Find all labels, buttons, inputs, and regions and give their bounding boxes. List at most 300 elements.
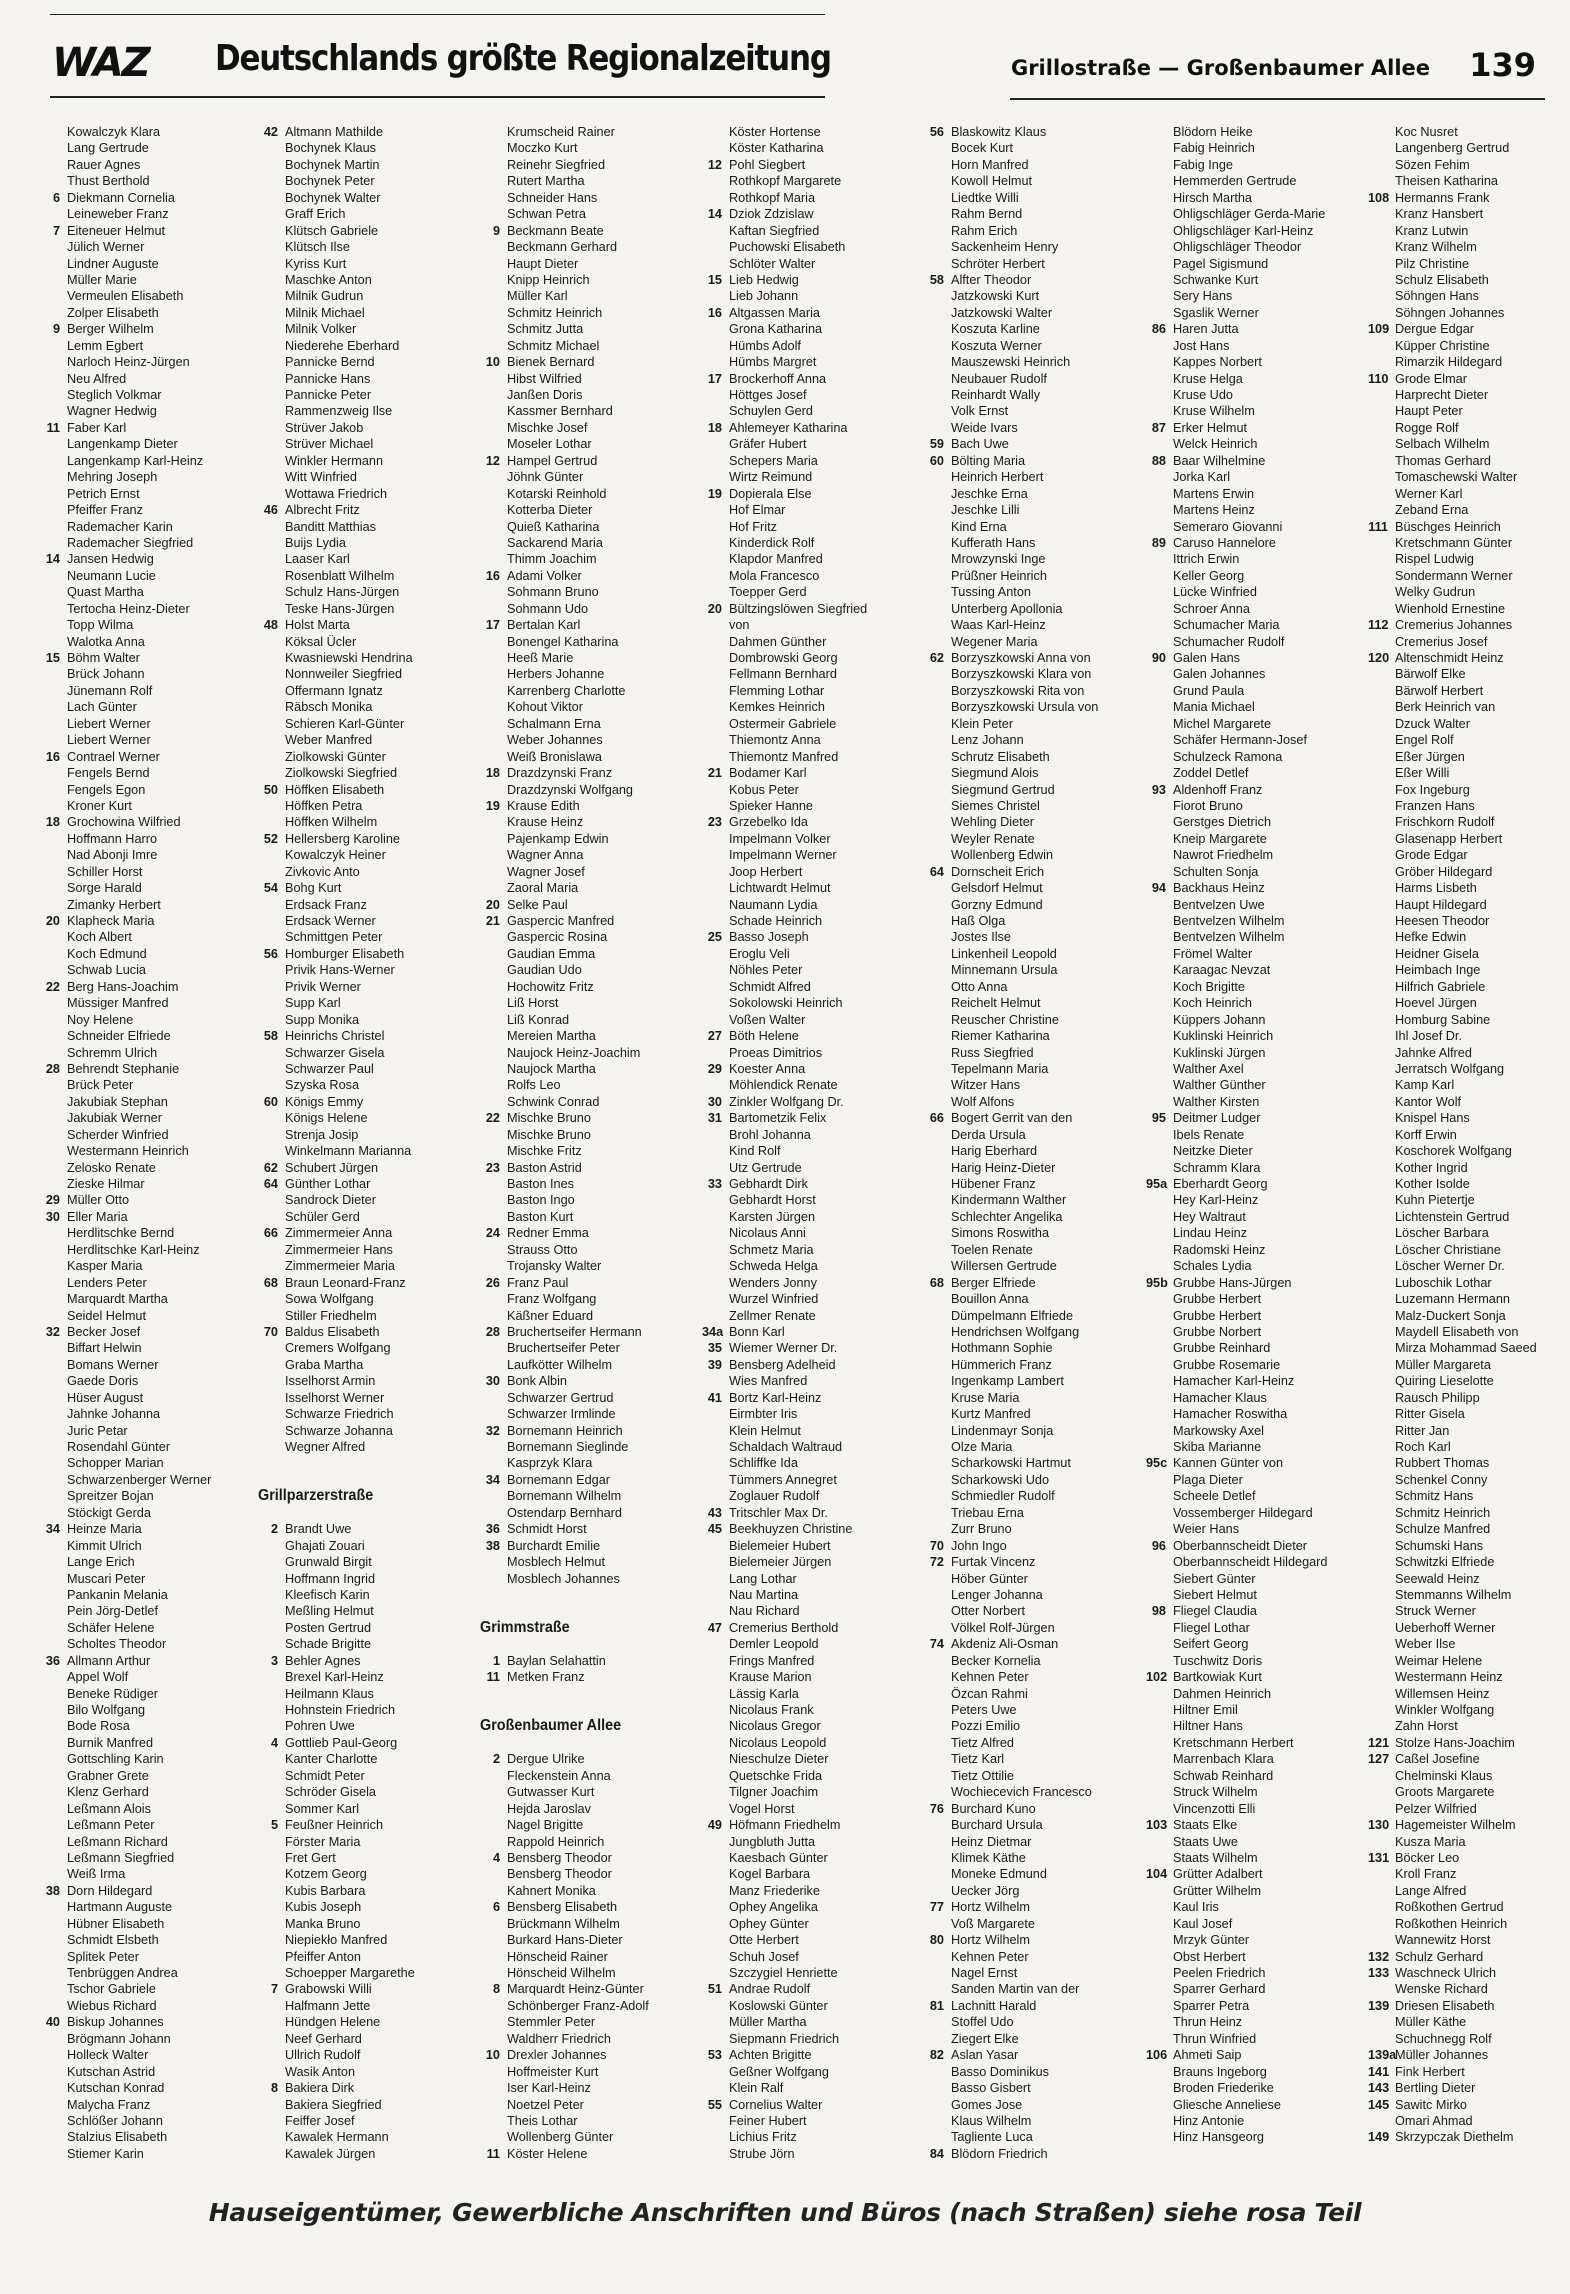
house-number: 15 <box>707 272 722 287</box>
directory-entry <box>924 946 1134 962</box>
resident-name: Strenja Josip <box>285 1127 359 1142</box>
house-number: 49 <box>707 1818 722 1833</box>
resident-name: Krumscheid Rainer <box>507 125 615 139</box>
directory-entry <box>702 1390 912 1406</box>
directory-entry <box>702 1817 912 1833</box>
directory-entry <box>480 256 690 272</box>
resident-name: Käßner Eduard <box>507 1308 594 1323</box>
resident-name: Wollenberg Edwin <box>951 848 1054 863</box>
directory-entry <box>1368 403 1570 419</box>
directory-entry <box>1368 1702 1570 1718</box>
resident-name: Prüßner Heinrich <box>951 568 1047 583</box>
resident-name: Kawalek Jürgen <box>285 2146 376 2161</box>
house-number: 29 <box>707 1061 722 1076</box>
directory-entry <box>1368 1357 1570 1373</box>
directory-entry <box>1146 2080 1356 2096</box>
directory-entry <box>702 617 912 633</box>
resident-name: Hoffmann Ingrid <box>285 1571 376 1586</box>
directory-entry <box>258 716 468 732</box>
house-number: 10 <box>485 355 500 370</box>
directory-entry <box>40 1061 250 1077</box>
directory-entry <box>1368 1439 1570 1455</box>
resident-name: Bruchertseifer Peter <box>507 1341 620 1356</box>
directory-entry <box>40 1850 250 1866</box>
resident-name: Wienhold Ernestine <box>1395 601 1506 616</box>
house-number: 20 <box>45 914 60 928</box>
directory-entry <box>480 420 690 436</box>
resident-name: Bonn Karl <box>729 1324 785 1339</box>
directory-entry <box>480 1045 690 1061</box>
directory-entry <box>1368 420 1570 436</box>
directory-entry <box>924 568 1134 584</box>
street-heading: Grimmstraße <box>480 1618 570 1636</box>
resident-name: Walther Günther <box>1173 1078 1266 1093</box>
directory-entry <box>40 354 250 370</box>
directory-entry <box>924 798 1134 814</box>
resident-name: Krause Marion <box>729 1670 812 1685</box>
directory-entry <box>258 551 468 567</box>
directory-entry <box>1146 1981 1356 1997</box>
directory-entry <box>702 831 912 847</box>
directory-entry <box>40 1620 250 1636</box>
resident-name: Gaudian Emma <box>507 946 596 961</box>
resident-name: Schmidt Elsbeth <box>67 1933 159 1948</box>
directory-entry <box>1146 354 1356 370</box>
house-number: 2 <box>270 1522 278 1537</box>
resident-name: Oberbannscheidt Dieter <box>1173 1538 1307 1553</box>
directory-entry <box>1146 1423 1356 1439</box>
resident-name: Koch Heinrich <box>1173 996 1252 1011</box>
resident-name: Lieb Hedwig <box>729 272 799 287</box>
house-number: 111 <box>1368 519 1388 534</box>
resident-name: Kind Rolf <box>729 1144 781 1159</box>
directory-entry <box>258 1768 468 1784</box>
directory-entry <box>1146 1784 1356 1800</box>
house-number: 76 <box>929 1801 944 1816</box>
directory-entry <box>702 1192 912 1208</box>
directory-entry <box>702 1439 912 1455</box>
resident-name: Feußner Heinrich <box>285 1818 384 1833</box>
resident-name: Weber Ilse <box>1395 1637 1456 1652</box>
directory-entry <box>702 1735 912 1751</box>
directory-entry <box>258 2014 468 2030</box>
directory-entry <box>1146 650 1356 666</box>
resident-name: Schwarzer Gertrud <box>507 1390 614 1405</box>
directory-entry <box>924 2146 1134 2162</box>
resident-name: Gottschling Karin <box>67 1752 164 1767</box>
resident-name: John Ingo <box>951 1538 1007 1553</box>
directory-entry <box>702 1275 912 1291</box>
resident-name: Vogel Horst <box>729 1801 795 1816</box>
resident-name: Heeß Marie <box>507 651 574 665</box>
directory-entry <box>1146 469 1356 485</box>
resident-name: Staats Uwe <box>1173 1834 1238 1849</box>
resident-name: Bornemann Edgar <box>507 1472 610 1487</box>
directory-entry <box>924 1965 1134 1981</box>
directory-entry <box>480 551 690 567</box>
directory-entry <box>1368 1620 1570 1636</box>
directory-entry <box>258 1340 468 1356</box>
directory-entry <box>1146 666 1356 682</box>
resident-name: Grütter Adalbert <box>1173 1867 1263 1882</box>
directory-entry <box>702 1686 912 1702</box>
resident-name: Baar Wilhelmine <box>1173 453 1266 468</box>
house-number: 106 <box>1146 2048 1168 2063</box>
directory-entry <box>40 321 250 337</box>
spacer <box>480 1636 690 1652</box>
resident-name: Rausch Philipp <box>1395 1390 1480 1405</box>
resident-name: Schäfer Helene <box>67 1620 155 1635</box>
directory-entry <box>480 403 690 419</box>
house-number: 19 <box>707 486 722 501</box>
spacer <box>480 1603 690 1619</box>
resident-name: Löscher Christiane <box>1395 1242 1501 1257</box>
spacer <box>480 1686 690 1702</box>
directory-entry <box>40 584 250 600</box>
directory-entry <box>40 1538 250 1554</box>
resident-name: Bölting Maria <box>951 453 1026 468</box>
resident-name: Derda Ursula <box>951 1127 1026 1142</box>
directory-entry <box>40 650 250 666</box>
directory-entry <box>480 732 690 748</box>
resident-name: Geßner Wolfgang <box>729 2064 829 2079</box>
resident-name: Jostes Ilse <box>951 930 1011 945</box>
directory-entry <box>258 946 468 962</box>
directory-entry <box>258 1686 468 1702</box>
directory-entry <box>1146 1505 1356 1521</box>
directory-entry <box>1368 1505 1570 1521</box>
resident-name: Ziolkowski Siegfried <box>285 766 398 781</box>
directory-entry <box>258 190 468 206</box>
resident-name: Andrae Rudolf <box>729 1982 811 1997</box>
directory-entry <box>258 1291 468 1307</box>
resident-name: Wagner Josef <box>507 864 585 879</box>
directory-entry <box>40 946 250 962</box>
directory-entry <box>924 1998 1134 2014</box>
directory-entry <box>702 1324 912 1340</box>
resident-name: Schmitz Hans <box>1395 1489 1474 1504</box>
directory-entry <box>258 469 468 485</box>
resident-name: Bertalan Karl <box>507 618 581 633</box>
resident-name: Schmitz Jutta <box>507 322 584 337</box>
directory-entry <box>1368 2129 1570 2145</box>
resident-name: Marquardt Martha <box>67 1292 168 1307</box>
resident-name: Siegmund Gertrud <box>951 782 1055 797</box>
resident-name: Bonk Albin <box>507 1374 567 1389</box>
directory-entry <box>258 2047 468 2063</box>
resident-name: Schwab Reinhard <box>1173 1768 1274 1783</box>
resident-name: Faber Karl <box>67 420 127 435</box>
house-number: 70 <box>929 1538 944 1553</box>
resident-name: Nonnweiler Siegfried <box>285 667 403 682</box>
directory-entry <box>1368 1768 1570 1784</box>
directory-entry <box>1146 239 1356 255</box>
resident-name: Sommer Karl <box>285 1801 360 1816</box>
directory-entry <box>480 716 690 732</box>
resident-name: Basso Gisbert <box>951 2081 1031 2096</box>
resident-name: Klaus Wilhelm <box>951 2113 1032 2128</box>
directory-entry <box>702 864 912 880</box>
resident-name: Glasenapp Herbert <box>1395 831 1503 846</box>
resident-name: Kanter Charlotte <box>285 1752 378 1767</box>
resident-name: Becker Kornelia <box>951 1653 1041 1668</box>
directory-entry <box>480 2097 690 2113</box>
resident-name: Mania Michael <box>1173 700 1255 715</box>
resident-name: Sowa Wolfgang <box>285 1292 374 1307</box>
resident-name: Iser Karl-Heinz <box>507 2081 591 2096</box>
directory-entry <box>924 1669 1134 1685</box>
resident-name: Hothmann Sophie <box>951 1341 1053 1356</box>
directory-entry <box>480 1571 690 1587</box>
resident-name: Völkel Rolf-Jürgen <box>951 1620 1055 1635</box>
directory-entry <box>1368 814 1570 830</box>
directory-entry <box>1146 847 1356 863</box>
resident-name: Müller Johannes <box>1395 2048 1489 2063</box>
directory-entry <box>1368 338 1570 354</box>
resident-name: Staats Elke <box>1173 1818 1238 1833</box>
directory-entry <box>40 535 250 551</box>
directory-entry <box>924 1176 1134 1192</box>
resident-name: Wiemer Werner Dr. <box>729 1341 838 1356</box>
resident-name: Lieb Johann <box>729 289 799 304</box>
resident-name: Schwink Conrad <box>507 1094 600 1109</box>
directory-entry <box>702 2014 912 2030</box>
resident-name: Wottawa Friedrich <box>285 486 388 501</box>
directory-entry <box>40 568 250 584</box>
resident-name: Roßkothen Heinrich <box>1395 1916 1508 1931</box>
resident-name: Hinz Antonie <box>1173 2113 1245 2128</box>
resident-name: Baston Astrid <box>507 1160 582 1175</box>
resident-name: Milnik Gudrun <box>285 289 364 304</box>
resident-name: Seewald Heinz <box>1395 1571 1480 1586</box>
resident-name: Jeschke Lilli <box>951 503 1020 518</box>
resident-name: Schade Heinrich <box>729 914 823 928</box>
directory-entry <box>480 2113 690 2129</box>
directory-entry <box>702 584 912 600</box>
directory-entry <box>1368 1653 1570 1669</box>
resident-name: Frings Manfred <box>729 1653 815 1668</box>
house-number: 8 <box>492 1982 500 1997</box>
directory-entry <box>40 1521 250 1537</box>
resident-name: Obst Herbert <box>1173 1949 1246 1964</box>
resident-name: Voßen Walter <box>729 1012 806 1027</box>
house-number: 4 <box>270 1735 278 1750</box>
resident-name: Bornemann Heinrich <box>507 1423 623 1438</box>
resident-name: Plaga Dieter <box>1173 1472 1243 1487</box>
directory-entry <box>924 1423 1134 1439</box>
directory-entry <box>924 1192 1134 1208</box>
directory-entry <box>702 946 912 962</box>
resident-name: Schmidt Horst <box>507 1522 587 1537</box>
directory-entry <box>702 634 912 650</box>
resident-name: Kassmer Bernhard <box>507 404 613 419</box>
house-number: 84 <box>929 2146 944 2161</box>
directory-entry <box>258 288 468 304</box>
directory-entry <box>702 2080 912 2096</box>
directory-entry <box>480 124 690 140</box>
directory-entry <box>480 831 690 847</box>
directory-entry <box>1368 206 1570 222</box>
resident-name: Pohren Uwe <box>285 1719 355 1734</box>
directory-entry <box>702 1702 912 1718</box>
directory-entry <box>1146 1373 1356 1389</box>
resident-name: Scherder Winfried <box>67 1127 169 1142</box>
resident-name: Kruse Udo <box>1173 388 1233 402</box>
resident-name: Gaede Doris <box>67 1374 139 1389</box>
resident-name: Mola Francesco <box>729 568 820 583</box>
house-number: 94 <box>1151 881 1166 896</box>
directory-entry <box>924 1981 1134 1997</box>
resident-name: Schroer Anna <box>1173 601 1250 616</box>
resident-name: Witt Winfried <box>285 470 357 485</box>
resident-name: Meßling Helmut <box>285 1604 374 1619</box>
directory-entry <box>924 617 1134 633</box>
resident-name: Kranz Lutwin <box>1395 223 1469 238</box>
resident-name: Kimmit Ulrich <box>67 1538 142 1553</box>
resident-name: Karaagac Nevzat <box>1173 963 1271 978</box>
resident-name: Akdeniz Ali-Osman <box>951 1637 1059 1652</box>
resident-name: Klimek Käthe <box>951 1850 1026 1865</box>
directory-entry <box>924 831 1134 847</box>
directory-entry <box>1146 798 1356 814</box>
house-number: 31 <box>707 1111 722 1126</box>
house-number: 11 <box>486 1670 500 1685</box>
directory-entry <box>258 995 468 1011</box>
resident-name: Hoffmann Harro <box>67 831 158 846</box>
street-heading: Grillparzerstraße <box>258 1487 374 1505</box>
page-number: 139 <box>1469 46 1536 84</box>
directory-entry <box>1368 1801 1570 1817</box>
directory-entry <box>924 1949 1134 1965</box>
directory-entry <box>40 140 250 156</box>
resident-name: Pozzi Emilio <box>951 1719 1021 1734</box>
directory-entry <box>702 1308 912 1324</box>
resident-name: Moseler Lothar <box>507 437 592 452</box>
resident-name: Bensberg Theodor <box>507 1867 612 1882</box>
resident-name: Jülich Werner <box>67 240 145 255</box>
directory-entry <box>258 1390 468 1406</box>
top-rule <box>50 14 825 15</box>
resident-name: Brauns Ingeborg <box>1173 2064 1267 2079</box>
resident-name: Scheele Detlef <box>1173 1489 1256 1504</box>
directory-entry <box>702 1932 912 1948</box>
resident-name: Hamacher Karl-Heinz <box>1173 1374 1295 1389</box>
directory-entry <box>40 1669 250 1685</box>
directory-entry <box>480 502 690 518</box>
resident-name: Karsten Jürgen <box>729 1209 816 1224</box>
directory-entry <box>1368 2097 1570 2113</box>
directory-entry <box>924 272 1134 288</box>
directory-entry <box>1368 1932 1570 1948</box>
resident-name: Brexel Karl-Heinz <box>285 1670 384 1685</box>
resident-name: Quieß Katharina <box>507 519 600 534</box>
directory-entry <box>1368 1784 1570 1800</box>
directory-entry <box>924 732 1134 748</box>
directory-entry <box>1368 913 1570 929</box>
resident-name: Braun Leonard-Franz <box>285 1275 406 1290</box>
resident-name: Weber Manfred <box>285 733 373 748</box>
directory-entry <box>1368 1242 1570 1258</box>
resident-name: Lenders Peter <box>67 1275 147 1290</box>
directory-entry <box>1146 979 1356 995</box>
directory-entry <box>480 1751 690 1767</box>
resident-name: Borzyszkowski Ursula von <box>951 700 1099 715</box>
resident-name: Özcan Rahmi <box>951 1686 1028 1701</box>
resident-name: Sokolowski Heinrich <box>729 996 843 1011</box>
directory-entry <box>924 1110 1134 1126</box>
resident-name: Klein Ralf <box>729 2081 784 2096</box>
directory-entry <box>258 1012 468 1028</box>
directory-entry <box>924 1390 1134 1406</box>
directory-entry <box>480 190 690 206</box>
directory-entry <box>702 929 912 945</box>
resident-name: Kobus Peter <box>729 782 799 797</box>
directory-entry <box>1368 157 1570 173</box>
resident-name: Zellmer Renate <box>729 1308 816 1323</box>
resident-name: Uecker Jörg <box>951 1883 1020 1898</box>
directory-entry <box>258 1209 468 1225</box>
directory-entry <box>1146 1866 1356 1882</box>
resident-name: Hübener Franz <box>951 1177 1036 1191</box>
resident-name: Hendrichsen Wolfgang <box>951 1324 1080 1339</box>
resident-name: Nad Abonji Imre <box>67 848 158 863</box>
resident-name: Mischke Bruno <box>507 1111 591 1126</box>
directory-entry <box>40 1981 250 1997</box>
resident-name: Zinkler Wolfgang Dr. <box>729 1094 844 1109</box>
resident-name: Koschorek Wolfgang <box>1395 1144 1512 1159</box>
resident-name: Pein Jörg-Detlef <box>67 1604 158 1619</box>
resident-name: Welck Heinrich <box>1173 437 1258 452</box>
directory-entry <box>1368 1225 1570 1241</box>
house-number: 112 <box>1368 618 1389 633</box>
house-number: 74 <box>929 1637 944 1652</box>
directory-entry <box>480 239 690 255</box>
resident-name: Rappold Heinrich <box>507 1834 605 1849</box>
resident-name: Stemmanns Wilhelm <box>1395 1587 1512 1602</box>
directory-entry <box>1368 1735 1570 1751</box>
directory-entry <box>924 683 1134 699</box>
resident-name: Alfter Theodor <box>951 272 1032 287</box>
resident-name: Höffken Petra <box>285 798 363 813</box>
directory-entry <box>40 1127 250 1143</box>
resident-name: Leineweber Franz <box>67 207 169 222</box>
directory-entry <box>924 1406 1134 1422</box>
resident-name: Trojansky Walter <box>507 1259 602 1274</box>
directory-entry <box>1146 387 1356 403</box>
directory-entry <box>924 1258 1134 1274</box>
directory-entry <box>924 288 1134 304</box>
resident-name: Horn Manfred <box>951 157 1029 172</box>
resident-name: Pajenkamp Edwin <box>507 831 609 846</box>
directory-entry <box>1368 1817 1570 1833</box>
resident-name: Hellersberg Karoline <box>285 831 400 846</box>
directory-entry <box>1146 732 1356 748</box>
resident-name: Brandt Uwe <box>285 1522 352 1537</box>
directory-entry <box>480 2031 690 2047</box>
directory-entry <box>702 1258 912 1274</box>
directory-entry <box>1368 634 1570 650</box>
directory-entry <box>480 387 690 403</box>
directory-entry <box>1146 256 1356 272</box>
directory-entry <box>40 1390 250 1406</box>
house-number: 88 <box>1151 453 1166 468</box>
resident-name: Laaser Karl <box>285 552 350 567</box>
resident-name: Höttges Josef <box>729 388 807 402</box>
resident-name: Weiß Bronislawa <box>507 749 602 764</box>
house-number: 145 <box>1368 2097 1390 2112</box>
house-number: 139a <box>1368 2048 1397 2063</box>
resident-name: Zimanky Herbert <box>67 897 161 912</box>
